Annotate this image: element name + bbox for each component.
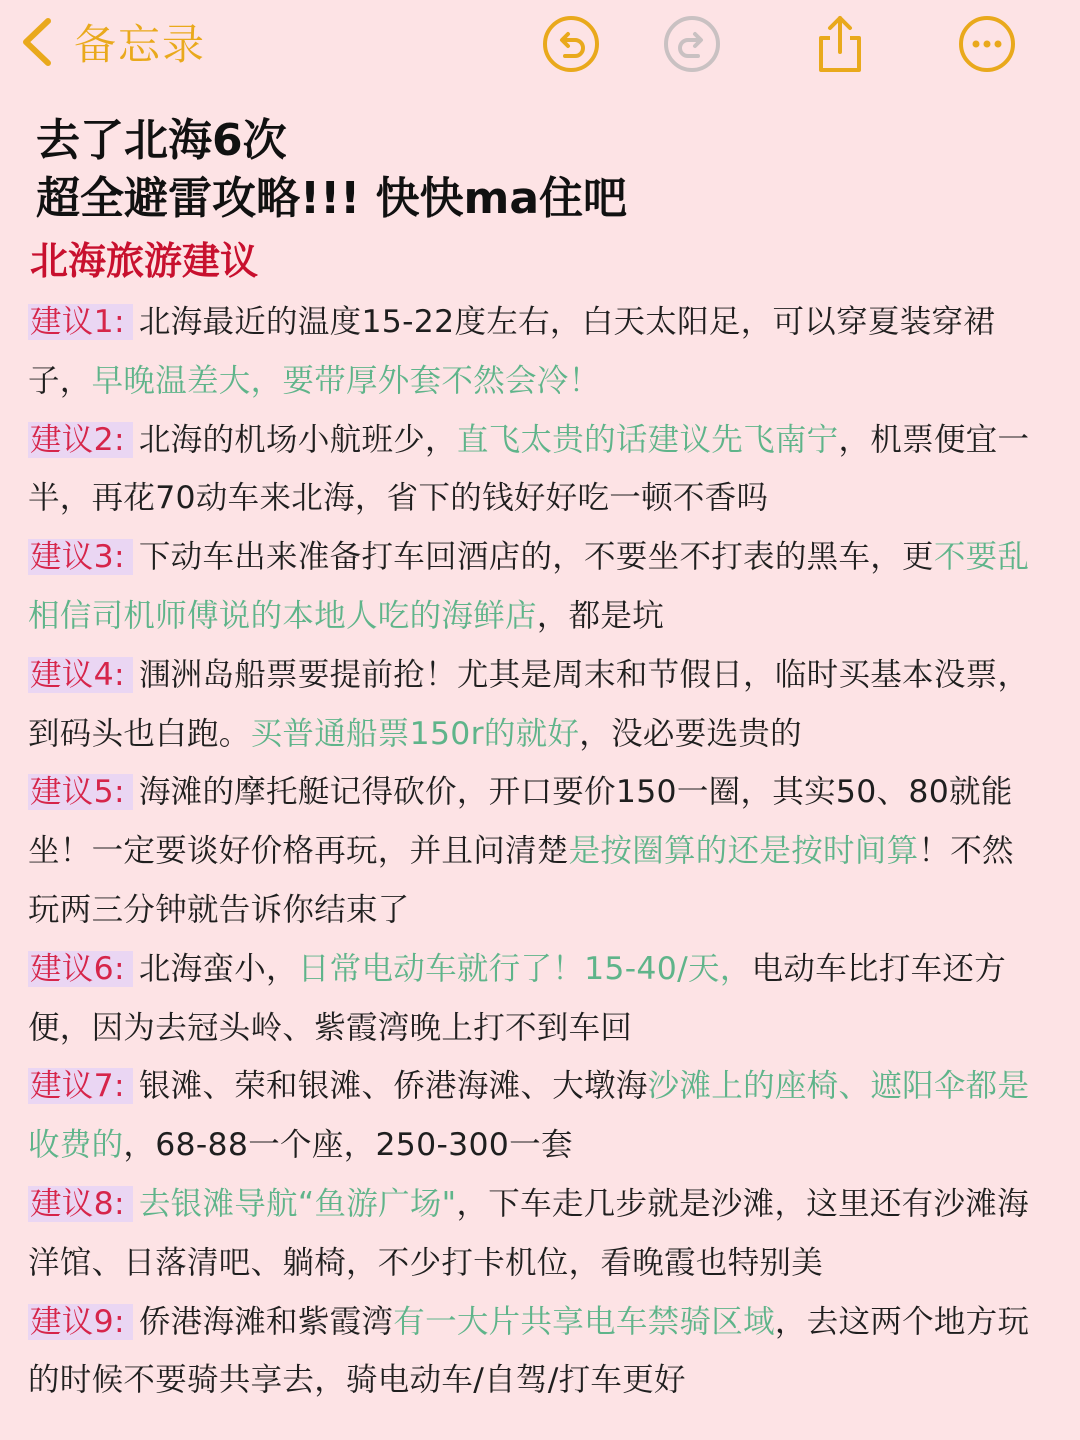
tip-text: ，机票便宜一半，再花70动车来北海，省下的钱好好吃一顿不香吗: [28, 421, 1030, 517]
tip-item-8: [28, 1175, 1044, 1293]
tip-text: ，去这两个地方玩的时候不要骑共享去，骑电动车/自驾/打车更好: [28, 1303, 1030, 1399]
tip-label: 建议8:: [28, 1186, 133, 1222]
note-title-line-2: 超全避雷攻略!!! 快快ma住吧: [36, 173, 628, 224]
chevron-left-icon: [18, 17, 54, 67]
tip-item-9: [28, 1293, 1044, 1411]
tip-highlight-text: 有一大片共享电车禁骑区域: [393, 1303, 775, 1340]
tip-label: 建议7:: [28, 1068, 133, 1104]
tip-highlight-text: 直飞太贵的话建议先飞南宁: [456, 421, 839, 458]
more-icon: [957, 14, 1017, 74]
more-button[interactable]: [957, 14, 1017, 74]
tip-item-7: [28, 1057, 1044, 1175]
tip-highlight-text: 不要乱相信司机师傅说的本地人吃的海鲜店: [28, 539, 1030, 634]
back-label: 备忘录: [74, 20, 207, 69]
tip-text: ，没必要选贵的: [579, 715, 802, 752]
tip-highlight-text: 是按圈算的还是按时间算: [568, 833, 919, 870]
tip-label: 建议3:: [28, 539, 133, 575]
note-title[interactable]: [36, 112, 1046, 228]
tip-item-5: [28, 763, 1044, 939]
undo-icon: [541, 14, 601, 74]
tip-highlight-text: 沙滩上的座椅、遮阳伞都是收费的: [28, 1068, 1030, 1164]
share-icon: [810, 14, 870, 74]
tip-item-1: [28, 293, 1044, 411]
tip-label: 建议5:: [28, 774, 133, 810]
tip-label: 建议6:: [28, 951, 133, 987]
tip-item-4: [28, 646, 1044, 764]
tip-text: 北海蛮小，: [138, 950, 298, 987]
tip-text: 北海最近的温度15-22度左右，白天太阳足，可以穿夏装穿裙子，: [28, 304, 996, 399]
tip-label: 建议1:: [28, 304, 133, 340]
tip-text: 涠洲岛船票要提前抢！尤其是周末和节假日，临时买基本没票，到码头也白跑。: [28, 656, 1030, 752]
section-title: 北海旅游建议: [30, 239, 259, 283]
tip-highlight-text: 去银滩导航“鱼游广场": [138, 1185, 457, 1222]
note-title-line-1: 去了北海6次: [36, 115, 287, 166]
share-button[interactable]: [810, 14, 870, 74]
tip-text: 北海的机场小航班少，: [138, 421, 457, 458]
tip-highlight-text: 早晚温差大，要带厚外套不然会冷！: [91, 362, 601, 399]
tip-highlight-text: 买普通船票150r的就好: [250, 715, 580, 752]
tip-text: ，68-88一个座，250-300一套: [123, 1127, 573, 1164]
tip-text: 下动车出来准备打车回酒店的，不要坐不打表的黑车，更: [138, 539, 934, 576]
tip-highlight-text: 日常电动车就行了！15-40/天，: [297, 950, 752, 987]
tip-text: 电动车比打车还方便，因为去冠头岭、紫霞湾晚上打不到车回: [28, 950, 1007, 1046]
tip-text: ，都是坑: [536, 597, 665, 634]
toolbar: [0, 0, 1080, 90]
redo-icon: [662, 14, 722, 74]
redo-button[interactable]: [662, 14, 722, 74]
tip-item-2: [28, 411, 1044, 529]
tip-text: 侨港海滩和紫霞湾: [138, 1303, 394, 1340]
note-body[interactable]: [28, 293, 1044, 1410]
tip-item-6: [28, 940, 1044, 1058]
back-button[interactable]: [18, 12, 206, 72]
tip-text: ！不然玩两三分钟就告诉你结束了: [28, 833, 1014, 928]
undo-button[interactable]: [541, 14, 601, 74]
tip-text: 银滩、荣和银滩、侨港海滩、大墩海: [138, 1068, 648, 1105]
tip-text: ，下车走几步就是沙滩，这里还有沙滩海洋馆、日落清吧、躺椅，不少打卡机位，看晚霞也特别美: [28, 1185, 1029, 1281]
tip-item-3: [28, 528, 1044, 646]
tip-label: 建议9:: [28, 1304, 133, 1340]
tip-label: 建议2:: [28, 422, 133, 458]
tip-text: 海滩的摩托艇记得砍价，开口要价150一圈，其实50、80就能坐！一定要谈好价格再玩，并且问清楚: [28, 774, 1013, 870]
tip-label: 建议4:: [28, 657, 133, 693]
